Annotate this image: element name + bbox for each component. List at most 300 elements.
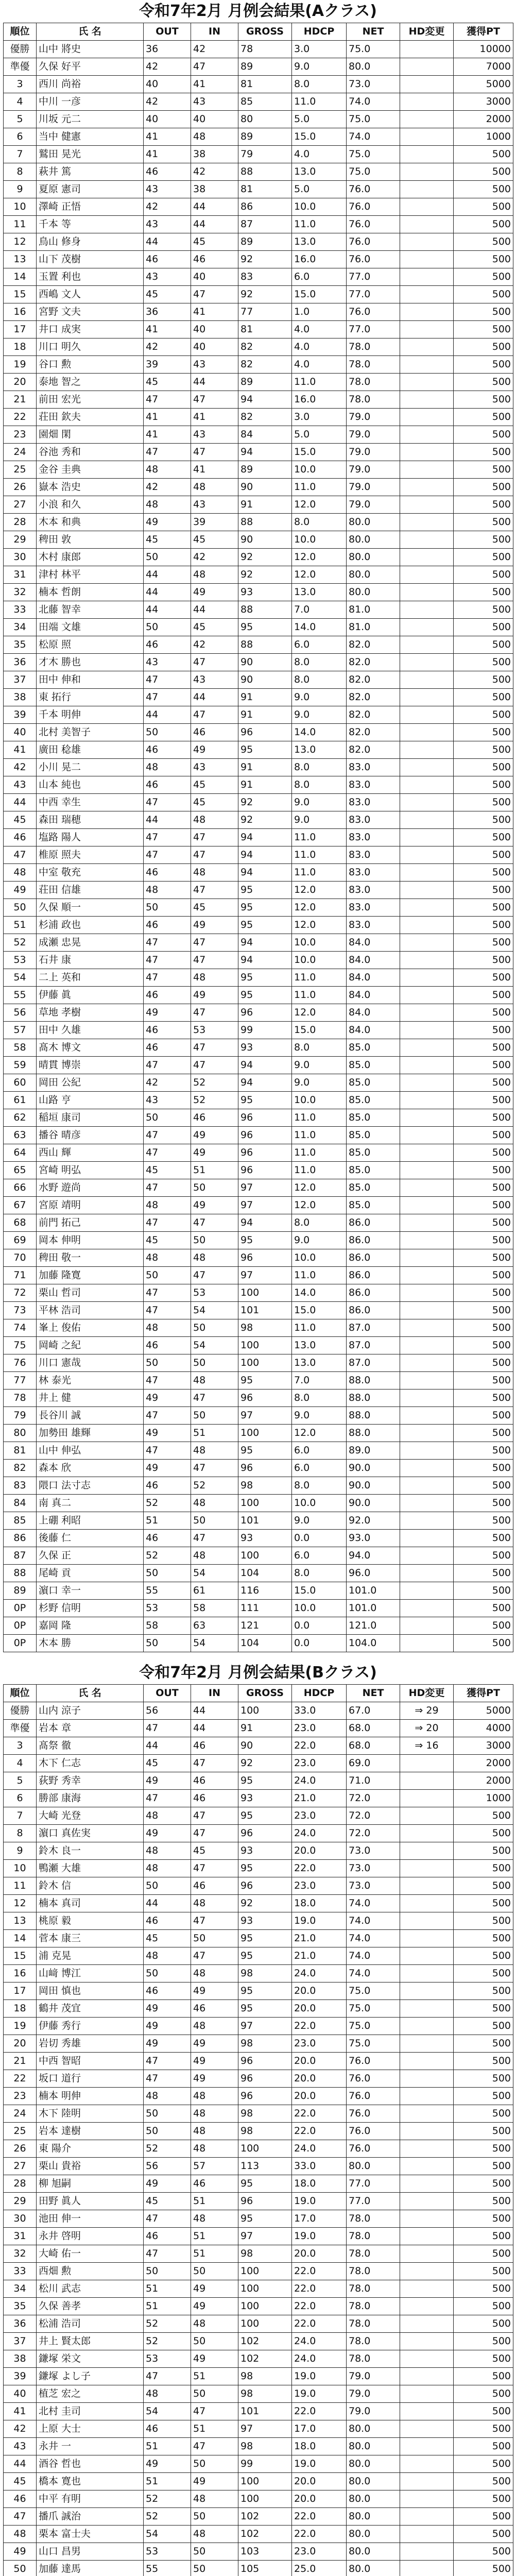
in-cell: 43 [191, 759, 238, 776]
player-name-cell: 嘉岡 隆 [37, 1617, 144, 1635]
in-cell: 51 [191, 1425, 238, 1442]
gross-cell: 95 [238, 1232, 292, 1249]
col-net: NET [347, 1685, 400, 1702]
out-cell: 47 [144, 1144, 191, 1162]
hdcp-cell: 10.0 [292, 531, 347, 549]
net-cell: 85.0 [347, 1039, 400, 1057]
out-cell: 52 [144, 2315, 191, 2333]
out-cell: 56 [144, 1702, 191, 1720]
rank-cell: 15 [4, 1947, 37, 1965]
in-cell: 51 [191, 2245, 238, 2263]
net-cell: 79.0 [347, 461, 400, 479]
points-cell: 500 [454, 303, 513, 321]
table-row [4, 76, 513, 93]
hdcp-cell: 9.0 [292, 1512, 347, 1530]
hd-change-cell [400, 1004, 454, 1022]
rank-cell: 18 [4, 338, 37, 356]
points-cell: 500 [454, 1302, 513, 1319]
in-cell: 49 [191, 2070, 238, 2088]
results-b-title: 令和7年2月 月例会結果(Bクラス) [139, 1664, 377, 1682]
in-cell: 50 [191, 1930, 238, 1947]
in-cell: 61 [191, 1582, 238, 1600]
out-cell: 46 [144, 1039, 191, 1057]
table-row [4, 1162, 513, 1179]
results-a-title: 令和7年2月 月例会結果(Aクラス) [139, 2, 377, 20]
table-row [4, 1284, 513, 1302]
points-cell: 500 [454, 759, 513, 776]
gross-cell: 100 [238, 1337, 292, 1354]
points-cell: 500 [454, 531, 513, 549]
player-name-cell: 濵口 真佐実 [37, 1825, 144, 1842]
net-cell: 88.0 [347, 1372, 400, 1389]
in-cell: 50 [191, 1179, 238, 1197]
out-cell: 46 [144, 1530, 191, 1547]
net-cell: 83.0 [347, 829, 400, 846]
hdcp-cell: 9.0 [292, 706, 347, 724]
hd-change-cell [400, 514, 454, 531]
col-hd-change: HD変更 [400, 1685, 454, 1702]
points-cell: 500 [454, 233, 513, 251]
out-cell: 46 [144, 1982, 191, 2000]
gross-cell: 91 [238, 1720, 292, 1737]
hdcp-cell: 7.0 [292, 601, 347, 619]
hdcp-cell: 10.0 [292, 1249, 347, 1267]
player-name-cell: 上硼 利昭 [37, 1512, 144, 1530]
in-cell: 50 [191, 2455, 238, 2473]
rank-cell: 25 [4, 2123, 37, 2140]
table-row [4, 601, 513, 619]
hdcp-cell: 23.0 [292, 1755, 347, 1772]
player-name-cell: 荻野 秀幸 [37, 1772, 144, 1790]
points-cell: 500 [454, 251, 513, 268]
points-cell: 500 [454, 1127, 513, 1144]
gross-cell: 95 [238, 987, 292, 1004]
in-cell: 49 [191, 2350, 238, 2368]
hdcp-cell: 8.0 [292, 76, 347, 93]
player-name-cell: 西嶋 文人 [37, 286, 144, 303]
points-cell: 500 [454, 619, 513, 636]
player-name-cell: 山口 昌男 [37, 2543, 144, 2561]
rank-cell: 11 [4, 216, 37, 233]
hdcp-cell: 6.0 [292, 1442, 347, 1460]
in-cell: 46 [191, 724, 238, 741]
hdcp-cell: 19.0 [292, 2193, 347, 2210]
points-cell: 500 [454, 1057, 513, 1074]
out-cell: 52 [144, 1547, 191, 1565]
hd-change-cell [400, 759, 454, 776]
table-row [4, 2280, 513, 2298]
table-row [4, 934, 513, 952]
hdcp-cell: 24.0 [292, 1772, 347, 1790]
hdcp-cell: 11.0 [292, 969, 347, 987]
table-row [4, 2438, 513, 2455]
in-cell: 47 [191, 286, 238, 303]
net-cell: 74.0 [347, 1912, 400, 1930]
in-cell: 47 [191, 1825, 238, 1842]
gross-cell: 87 [238, 216, 292, 233]
hdcp-cell: 18.0 [292, 2175, 347, 2193]
hdcp-cell: 23.0 [292, 2035, 347, 2053]
hdcp-cell: 19.0 [292, 1912, 347, 1930]
player-name-cell: 楠本 真司 [37, 1895, 144, 1912]
rank-cell: 32 [4, 2245, 37, 2263]
in-cell: 47 [191, 1755, 238, 1772]
net-cell: 75.0 [347, 2000, 400, 2018]
table-row [4, 1860, 513, 1877]
points-cell: 500 [454, 1022, 513, 1039]
net-cell: 85.0 [347, 1109, 400, 1127]
in-cell: 43 [191, 93, 238, 111]
gross-cell: 78 [238, 41, 292, 58]
points-cell: 500 [454, 2508, 513, 2526]
net-cell: 79.0 [347, 409, 400, 426]
rank-cell: 44 [4, 2455, 37, 2473]
gross-cell: 100 [238, 1284, 292, 1302]
gross-cell: 81 [238, 321, 292, 338]
hdcp-cell: 21.0 [292, 1790, 347, 1807]
gross-cell: 103 [238, 2543, 292, 2561]
hd-change-cell [400, 1267, 454, 1284]
hd-change-cell [400, 1284, 454, 1302]
gross-cell: 93 [238, 1912, 292, 1930]
points-cell: 500 [454, 601, 513, 619]
hd-change-cell [400, 2455, 454, 2473]
gross-cell: 92 [238, 794, 292, 811]
player-name-cell: 平林 浩司 [37, 1302, 144, 1319]
rank-cell: 24 [4, 2105, 37, 2123]
hd-change-cell [400, 1372, 454, 1389]
table-row [4, 2315, 513, 2333]
hd-change-cell [400, 776, 454, 794]
points-cell: 500 [454, 1039, 513, 1057]
points-cell: 500 [454, 2210, 513, 2228]
points-cell: 500 [454, 2228, 513, 2245]
player-name-cell: 栗山 哲司 [37, 1284, 144, 1302]
points-cell: 500 [454, 636, 513, 654]
hdcp-cell: 6.0 [292, 1460, 347, 1477]
hdcp-cell: 19.0 [292, 2385, 347, 2403]
net-cell: 79.0 [347, 426, 400, 444]
player-name-cell: 谷口 勲 [37, 356, 144, 374]
rank-cell: 10 [4, 1860, 37, 1877]
net-cell: 72.0 [347, 1825, 400, 1842]
out-cell: 45 [144, 1930, 191, 1947]
player-name-cell: 隈口 法寸志 [37, 1477, 144, 1495]
gross-cell: 99 [238, 2455, 292, 2473]
table-row [4, 952, 513, 969]
hd-change-cell [400, 794, 454, 811]
out-cell: 48 [144, 496, 191, 514]
hd-change-cell [400, 2473, 454, 2490]
gross-cell: 79 [238, 146, 292, 163]
rank-cell: 7 [4, 1807, 37, 1825]
gross-cell: 82 [238, 338, 292, 356]
hd-change-cell [400, 2438, 454, 2455]
net-cell: 82.0 [347, 689, 400, 706]
player-name-cell: 鶴井 茂宜 [37, 2000, 144, 2018]
rank-cell: 41 [4, 2403, 37, 2420]
gross-cell: 90 [238, 654, 292, 671]
gross-cell: 92 [238, 286, 292, 303]
in-cell: 54 [191, 1302, 238, 1319]
rank-cell: 8 [4, 163, 37, 181]
gross-cell: 92 [238, 1895, 292, 1912]
net-cell: 74.0 [347, 128, 400, 146]
hd-change-cell [400, 2543, 454, 2561]
rank-cell: 70 [4, 1249, 37, 1267]
player-name-cell: 永井 啓明 [37, 2228, 144, 2245]
rank-cell: 59 [4, 1057, 37, 1074]
out-cell: 41 [144, 321, 191, 338]
col-hdcp: HDCP [292, 1685, 347, 1702]
player-name-cell: 田端 文雄 [37, 619, 144, 636]
out-cell: 49 [144, 2455, 191, 2473]
gross-cell: 77 [238, 303, 292, 321]
out-cell: 49 [144, 1460, 191, 1477]
rank-cell: 26 [4, 479, 37, 496]
player-name-cell: 大崎 佑一 [37, 2245, 144, 2263]
player-name-cell: 播爪 誠治 [37, 2508, 144, 2526]
out-cell: 47 [144, 1372, 191, 1389]
net-cell: 86.0 [347, 1232, 400, 1249]
gross-cell: 100 [238, 2490, 292, 2508]
gross-cell: 98 [238, 2123, 292, 2140]
table-row [4, 2420, 513, 2438]
hd-change-cell [400, 2333, 454, 2350]
points-cell: 500 [454, 1635, 513, 1652]
out-cell: 43 [144, 216, 191, 233]
in-cell: 54 [191, 1337, 238, 1354]
in-cell: 43 [191, 496, 238, 514]
rank-cell: 21 [4, 2053, 37, 2070]
rank-cell: 25 [4, 461, 37, 479]
out-cell: 45 [144, 374, 191, 391]
in-cell: 41 [191, 461, 238, 479]
hdcp-cell: 8.0 [292, 1039, 347, 1057]
hdcp-cell: 11.0 [292, 1267, 347, 1284]
points-cell: 500 [454, 899, 513, 917]
player-name-cell: 山本 純也 [37, 776, 144, 794]
net-cell: 101.0 [347, 1582, 400, 1600]
hd-change-cell [400, 846, 454, 864]
table-row [4, 2455, 513, 2473]
gross-cell: 95 [238, 1982, 292, 2000]
net-cell: 73.0 [347, 76, 400, 93]
table-row [4, 128, 513, 146]
table-row [4, 1912, 513, 1930]
player-name-cell: 播谷 晴彦 [37, 1127, 144, 1144]
rank-cell: 73 [4, 1302, 37, 1319]
player-name-cell: 晴貫 博崇 [37, 1057, 144, 1074]
out-cell: 43 [144, 181, 191, 198]
in-cell: 48 [191, 2088, 238, 2105]
rank-cell: 46 [4, 829, 37, 846]
net-cell: 80.0 [347, 584, 400, 601]
points-cell: 500 [454, 268, 513, 286]
rank-cell: 48 [4, 2526, 37, 2543]
hd-change-cell [400, 584, 454, 601]
hdcp-cell: 10.0 [292, 198, 347, 216]
hdcp-cell: 20.0 [292, 1982, 347, 2000]
in-cell: 58 [191, 1600, 238, 1617]
points-cell: 500 [454, 882, 513, 899]
player-name-cell: 鎌塚 よし子 [37, 2368, 144, 2385]
hdcp-cell: 0.0 [292, 1530, 347, 1547]
out-cell: 49 [144, 2000, 191, 2018]
rank-cell: 36 [4, 654, 37, 671]
col-name: 氏 名 [37, 1685, 144, 1702]
table-row [4, 846, 513, 864]
out-cell: 50 [144, 1965, 191, 1982]
hd-change-cell [400, 146, 454, 163]
rank-cell: 88 [4, 1565, 37, 1582]
hdcp-cell: 18.0 [292, 2438, 347, 2455]
rank-cell: 47 [4, 2508, 37, 2526]
in-cell: 49 [191, 741, 238, 759]
table-row [4, 1702, 513, 1720]
in-cell: 49 [191, 584, 238, 601]
net-cell: 79.0 [347, 2403, 400, 2420]
out-cell: 47 [144, 969, 191, 987]
table-row [4, 1074, 513, 1092]
in-cell: 48 [191, 2315, 238, 2333]
net-cell: 76.0 [347, 303, 400, 321]
player-name-cell: 鷲田 晃光 [37, 146, 144, 163]
hdcp-cell: 8.0 [292, 776, 347, 794]
gross-cell: 98 [238, 1319, 292, 1337]
hd-change-cell [400, 619, 454, 636]
net-cell: 83.0 [347, 917, 400, 934]
table-row [4, 1425, 513, 1442]
out-cell: 48 [144, 2385, 191, 2403]
hdcp-cell: 17.0 [292, 2210, 347, 2228]
player-name-cell: 川坂 元二 [37, 111, 144, 128]
hdcp-cell: 12.0 [292, 1197, 347, 1214]
in-cell: 54 [191, 1635, 238, 1652]
rank-cell: 27 [4, 496, 37, 514]
net-cell: 71.0 [347, 1772, 400, 1790]
points-cell: 500 [454, 514, 513, 531]
gross-cell: 83 [238, 268, 292, 286]
player-name-cell: 木本 勝 [37, 1635, 144, 1652]
in-cell: 44 [191, 198, 238, 216]
hd-change-cell [400, 934, 454, 952]
hd-change-cell [400, 356, 454, 374]
table-row [4, 2403, 513, 2420]
gross-cell: 104 [238, 1565, 292, 1582]
out-cell: 47 [144, 1179, 191, 1197]
rank-cell: 69 [4, 1232, 37, 1249]
player-name-cell: 椎原 照夫 [37, 846, 144, 864]
rank-cell: 85 [4, 1512, 37, 1530]
gross-cell: 100 [238, 2263, 292, 2280]
hd-change-cell [400, 1092, 454, 1109]
points-cell: 500 [454, 1284, 513, 1302]
points-cell: 500 [454, 1982, 513, 2000]
hdcp-cell: 20.0 [292, 2070, 347, 2088]
gross-cell: 100 [238, 2140, 292, 2158]
net-cell: 80.0 [347, 2455, 400, 2473]
in-cell: 41 [191, 76, 238, 93]
in-cell: 63 [191, 1617, 238, 1635]
net-cell: 76.0 [347, 198, 400, 216]
hdcp-cell: 14.0 [292, 619, 347, 636]
table-row [4, 531, 513, 549]
out-cell: 47 [144, 689, 191, 706]
table-row [4, 479, 513, 496]
in-cell: 52 [191, 1074, 238, 1092]
rank-cell: 33 [4, 601, 37, 619]
player-name-cell: 中平 有明 [37, 2490, 144, 2508]
net-cell: 92.0 [347, 1512, 400, 1530]
net-cell: 82.0 [347, 671, 400, 689]
points-cell: 500 [454, 1214, 513, 1232]
hd-change-cell [400, 1039, 454, 1057]
net-cell: 86.0 [347, 1302, 400, 1319]
rank-cell: 5 [4, 111, 37, 128]
out-cell: 54 [144, 2526, 191, 2543]
hd-change-cell [400, 2035, 454, 2053]
player-name-cell: 楠本 哲朗 [37, 584, 144, 601]
in-cell: 46 [191, 251, 238, 268]
points-cell: 500 [454, 2561, 513, 2576]
net-cell: 80.0 [347, 549, 400, 566]
in-cell: 46 [191, 1790, 238, 1807]
hdcp-cell: 8.0 [292, 654, 347, 671]
results-b-header-row [4, 1685, 513, 1702]
table-row [4, 461, 513, 479]
player-name-cell: 林 泰光 [37, 1372, 144, 1389]
in-cell: 44 [191, 1702, 238, 1720]
gross-cell: 100 [238, 2473, 292, 2490]
table-row [4, 1389, 513, 1407]
points-cell: 500 [454, 163, 513, 181]
points-cell: 500 [454, 1092, 513, 1109]
gross-cell: 100 [238, 1354, 292, 1372]
gross-cell: 98 [238, 2385, 292, 2403]
player-name-cell: 田中 伸和 [37, 671, 144, 689]
hdcp-cell: 8.0 [292, 1477, 347, 1495]
hd-change-cell: ⇒ 29 [400, 1702, 454, 1720]
out-cell: 42 [144, 58, 191, 76]
hd-change-cell [400, 2088, 454, 2105]
player-name-cell: 柳 旭嗣 [37, 2175, 144, 2193]
hdcp-cell: 22.0 [292, 2298, 347, 2315]
hd-change-cell [400, 2123, 454, 2140]
out-cell: 47 [144, 934, 191, 952]
rank-cell: 64 [4, 1144, 37, 1162]
in-cell: 40 [191, 268, 238, 286]
hd-change-cell [400, 163, 454, 181]
table-row [4, 146, 513, 163]
rank-cell: 準優 [4, 1720, 37, 1737]
gross-cell: 88 [238, 163, 292, 181]
points-cell: 500 [454, 1930, 513, 1947]
in-cell: 49 [191, 2473, 238, 2490]
table-row [4, 496, 513, 514]
hdcp-cell: 24.0 [292, 2333, 347, 2350]
hdcp-cell: 11.0 [292, 93, 347, 111]
net-cell: 80.0 [347, 531, 400, 549]
rank-cell: 78 [4, 1389, 37, 1407]
player-name-cell: 西山 輝 [37, 1144, 144, 1162]
hdcp-cell: 11.0 [292, 1162, 347, 1179]
hdcp-cell: 22.0 [292, 1860, 347, 1877]
hd-change-cell [400, 2070, 454, 2088]
rank-cell: 41 [4, 741, 37, 759]
points-cell: 500 [454, 409, 513, 426]
gross-cell: 96 [238, 2193, 292, 2210]
